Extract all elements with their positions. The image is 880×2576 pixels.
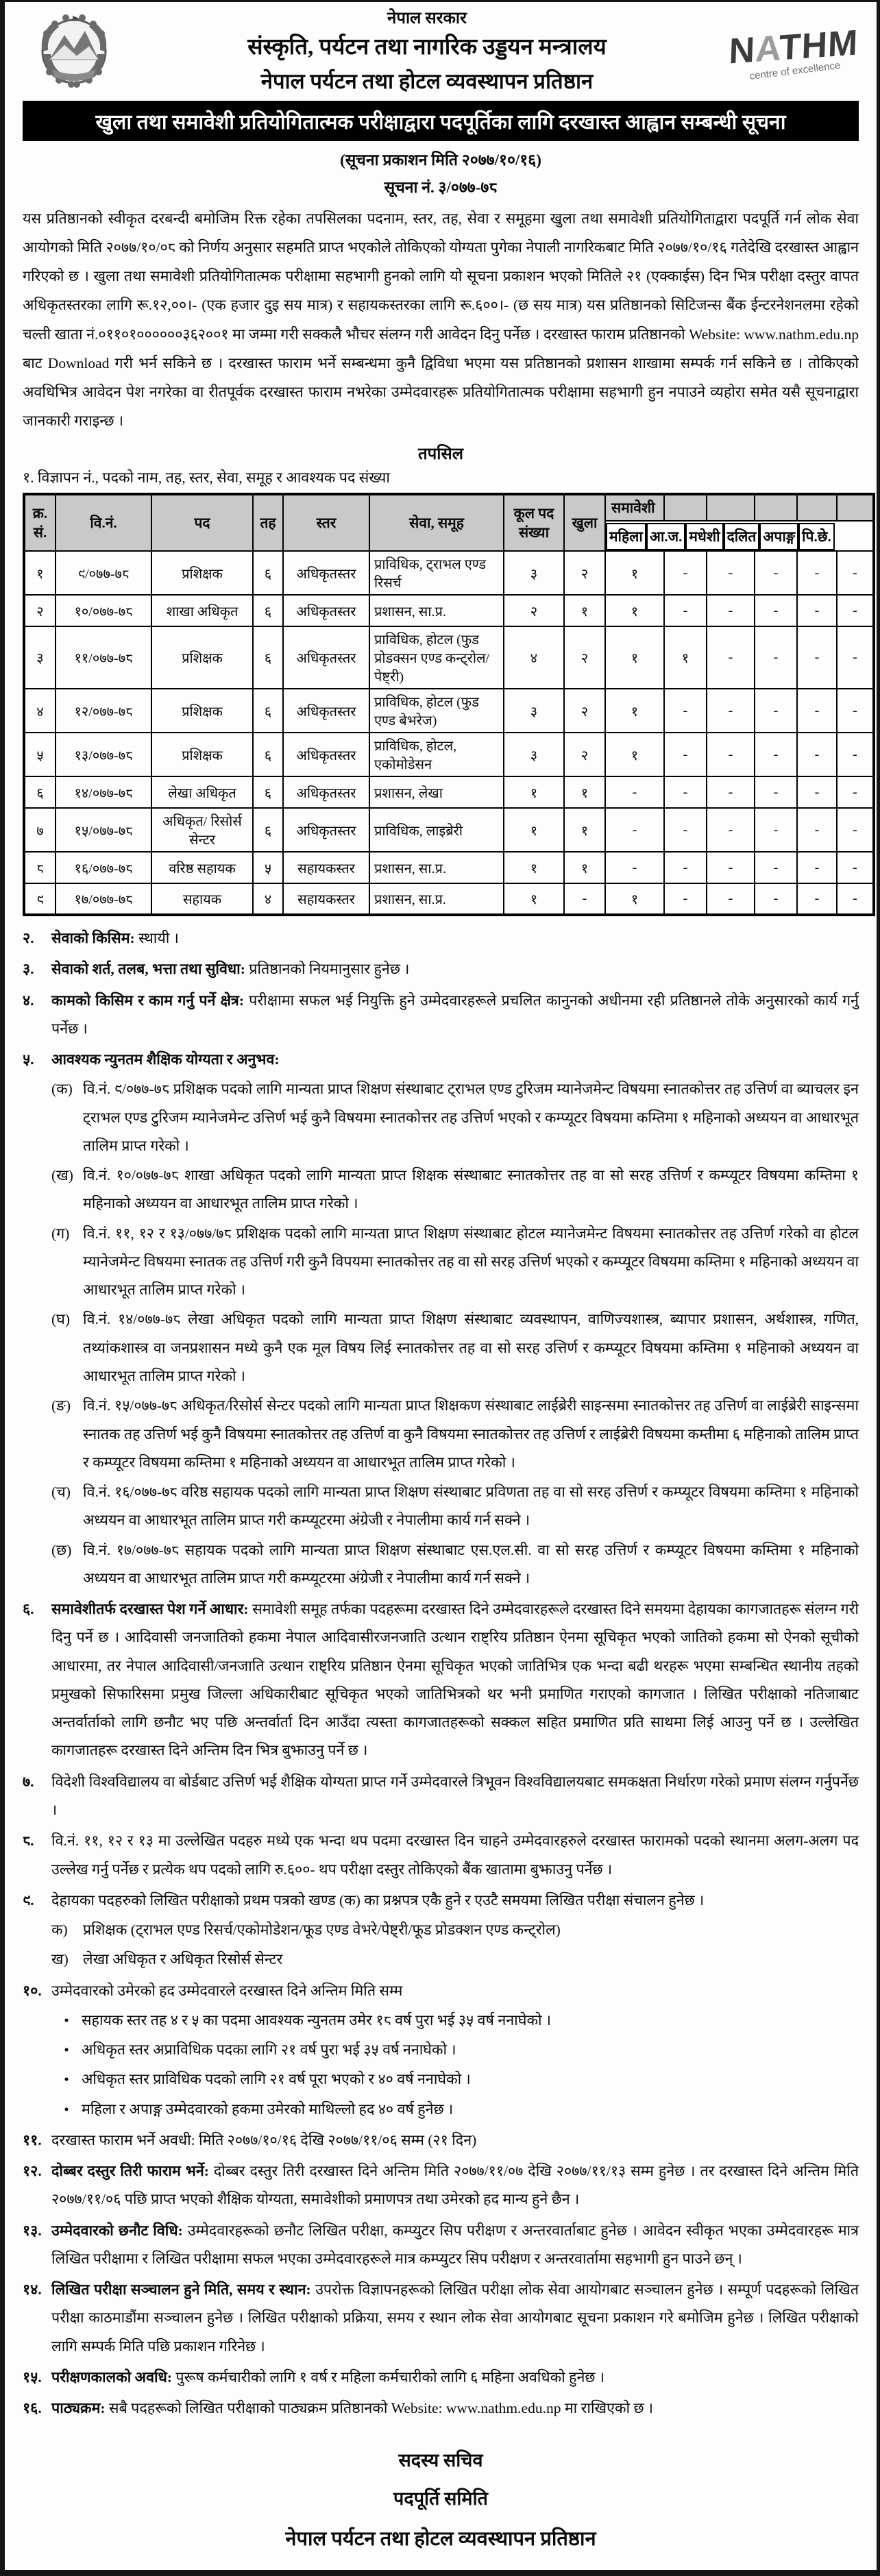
organization-line: नेपाल पर्यटन तथा होटल व्यवस्थापन प्रतिष्ठान [260, 69, 594, 93]
table-cell: - [797, 595, 837, 626]
bullet-icon: • [64, 2071, 69, 2088]
table-header-cell: खुला [564, 494, 605, 551]
table-cell: १ [605, 733, 664, 776]
table-cell: ११/०७७-७८ [56, 626, 151, 689]
table-header-cell: पद [151, 494, 253, 551]
item-subitem [51, 1536, 859, 1593]
table-cell: २ [24, 595, 56, 626]
table-cell: सहायक [151, 883, 253, 915]
item-label: लिखित परीक्षा सञ्चालन हुने मिति, समय र स्थान: [51, 2281, 316, 2298]
table-cell: - [755, 626, 797, 689]
item-text: उपरोक्त विज्ञापनहरूको लिखित परीक्षा लोक सेवा आयोगबाट सञ्चालन हुनेछ । सम्पूर्ण पदहरूको लिखित परीक्षा काठमाडौंमा सञ्चालन हुनेछ । लिखित परीक्षाको प्रक्रिया, समय र स्थान लोक सेवा आयोगबाट सूचना प्रकाशन गरे बमोजिम हुनेछ । लिखित परीक्षाको लागि सम्पर्क मिति पछि प्रकाशन गरिनेछ । [51, 2281, 859, 2355]
item-label: आवश्यक न्युनतम शैक्षिक योग्यता र अनुभव: [51, 1051, 280, 1068]
subitem-text: वि.नं. १४/०७७-७८ लेखा अधिकृत पदको लागि मान्यता प्राप्त शिक्षण संस्थाबाट व्यवस्थापन, वाणिज्यशास्त्र, ब्यापार प्रशासन, अर्थशास्त्र, गणित, तथ्यांकशास्त्र वा जनप्रशासन मध्ये कुनै एक मूल विषय लिई स्नातकोत्तर तह वा सो सरह उत्तिर्ण र कम्प्यूटर विषयमा कम्तिमा १ महिनाको अध्ययन वा आधारभूत तालिम प्राप्त गरेको । [83, 1311, 859, 1384]
notice-item [23, 2217, 859, 2274]
bullet-icon: • [64, 2100, 69, 2118]
table-cell: १ [605, 883, 664, 915]
table-cell: १ [504, 776, 564, 808]
item-body [51, 1768, 859, 1825]
item-number: ३. [23, 961, 34, 978]
item-text: वि.नं. ११, १२ र १३ मा उल्लेखित पदहरु मध्ये एक भन्दा थप पदमा दरखास्त दिन चाहने उम्मेदवारहरुले दरखास्त फारामको पदको स्थानमा अलग-अलग पद उल्लेख गर्नु पर्नेछ र प्रत्येक थप पदको लागि रु.६००- थप परीक्षा दस्तुर तोकिएको बैंक खातामा बुझाउनु पर्नेछ । [51, 1832, 859, 1878]
item-body [51, 1046, 859, 1593]
table-cell: - [797, 776, 837, 808]
item-body [51, 1887, 859, 1974]
notice-item [23, 1827, 859, 1884]
subitem-number: (क) [51, 1081, 73, 1098]
ministry-line: संस्कृति, पर्यटन तथा नागरिक उड्डयन मन्त्रालय [247, 35, 607, 60]
notice-item [23, 2364, 859, 2392]
table-cell: प्राविधिक, होटल (फुड एण्ड बेभरेज) [369, 689, 504, 733]
nathm-logo-tagline: centre of excellence [748, 59, 842, 82]
item-text: देहायका पदहरुको लिखित परीक्षाको प्रथम पत्रको खण्ड (क) का प्रश्नपत्र एकै हुने र एउटै समयमा लिखित परीक्षा संचालन हुनेछ । [51, 1891, 705, 1909]
item-body [51, 2394, 859, 2422]
table-row [24, 808, 874, 852]
notice-item [23, 2157, 859, 2214]
bullet-icon: • [64, 2041, 69, 2059]
table-cell: १२/०७७-७८ [56, 689, 151, 733]
item-number: ७. [23, 1773, 34, 1790]
table-cell: १६/०७७-७८ [56, 852, 151, 883]
table-cell: १ [605, 689, 664, 733]
item-label: परीक्षणकालको अवधि: [51, 2369, 176, 2386]
table-cell: ९/०७७-७८ [56, 551, 151, 595]
table-cell: १ [504, 883, 564, 915]
table-cell: १ [564, 776, 605, 808]
item-label: समावेशीतर्फ दरखास्त पेश गर्ने आधार: [51, 1601, 253, 1618]
notice-item [23, 2126, 859, 2155]
table-cell: - [664, 733, 707, 776]
table-cell: १ [605, 595, 664, 626]
table-cell: प्रशासन, लेखा [369, 776, 504, 808]
notice-items [23, 924, 859, 2423]
item-text: परीक्षामा सफल भई नियुक्ति हुने उम्मेदवारहरूले प्रचलित कानुनको अधीनमा रही प्रतिष्ठानले तोके अनुसारको कार्य गर्नु पर्नेछ । [51, 992, 859, 1037]
item-number: १०. [23, 1982, 42, 1999]
item-body [51, 987, 859, 1044]
table-cell: - [664, 808, 707, 852]
table-cell: अधिकृत/ रिसोर्स सेन्टर [151, 808, 253, 852]
footer-organization: नेपाल पर्यटन तथा होटल व्यवस्थापन प्रतिष्ठान [285, 2527, 596, 2550]
item-text: उम्मेदवारहरूको छनौट लिखित परीक्षा, कम्प्युटर सिप परीक्षण र अन्तरवार्ताबाट हुनेछ । आवेदन स्वीकृत भएका उम्मेदवारहरू मात्र लिखित परीक्षामा र लिखित परीक्षामा सफल भएका उम्मेदवारहरूले मात्र कम्प्युटर सिप परीक्षण र अन्तरवार्तामा सहभागी हुन पाउने छन् । [51, 2222, 859, 2267]
item-number: १३. [23, 2222, 42, 2239]
item-body [51, 2276, 859, 2361]
table-header-cell: स्तर [283, 494, 369, 551]
table-cell: - [707, 626, 755, 689]
table-cell: ४ [504, 626, 564, 689]
table-cell: - [797, 626, 837, 689]
item-subitem [51, 1478, 859, 1535]
table-cell: १ [664, 626, 707, 689]
table-cell: - [664, 551, 707, 595]
table-row [24, 852, 874, 883]
table-cell: २ [504, 595, 564, 626]
table-cell: ६ [253, 626, 283, 689]
table-cell: ३ [504, 551, 564, 595]
table-cell: प्रशासन, सा.प्र. [369, 852, 504, 883]
subitem-text: वि.नं. १०/०७७-७८ शाखा अधिकृत पदको लागि मान्यता प्राप्त शिक्षक संस्थाबाट स्नातकोत्तर तह वा सो सरह उत्तिर्ण र कम्प्यूटर विषयमा कम्तिमा १ महिनाको अध्ययन वा आधारभूत तालिम प्राप्त गरेको । [83, 1167, 859, 1212]
table-cell: - [664, 689, 707, 733]
table-cell: प्रशिक्षक [151, 551, 253, 595]
subitem-number: (ङ) [51, 1397, 71, 1414]
item-number: ८. [23, 1832, 34, 1850]
subitem-text: वि.नं. ११, १२ र १३/०७७/७८ प्रशिक्षक पदको लागि मान्यता प्राप्त शिक्षण संस्थाबाट होटल म्यानेजमेन्ट विषयमा स्नातकोत्तर तह उत्तिर्ण गरेको वा होटल म्यानेजमेन्ट विषयमा स्नातक तह उत्तिर्ण गरी कुनै विपयमा स्नातकोत्तर तह वा सो सरह उत्तिर्ण भएको र कम्प्यूटर विषयमा कम्तिमा १ महिनाको अध्ययन वा आधारभूत तालिम प्राप्त गरेको । [83, 1225, 859, 1299]
table-cell: १ [564, 808, 605, 852]
item-subitem [51, 1220, 859, 1305]
nathm-logo-wordmark: NATHM [728, 22, 859, 72]
table-cell: २ [564, 733, 605, 776]
table-header-cell: तह [253, 494, 283, 551]
bullet-icon: • [64, 2011, 69, 2028]
subitem-text: लेखा अधिकृत र अधिकृत रिसोर्स सेन्टर [83, 1951, 283, 1968]
item-subitem [51, 1946, 859, 1974]
table-cell: अधिकृतस्तर [283, 776, 369, 808]
table-cell: - [797, 852, 837, 883]
table-row [24, 883, 874, 915]
table-row [24, 689, 874, 733]
bullet-text: महिला र अपाङ्ग उम्मेदवारको हकमा उमेरको माथिल्लो हद ४० वर्ष हुनेछ । [82, 2100, 454, 2118]
item-subitem [51, 1075, 859, 1160]
table-cell: २ [564, 626, 605, 689]
table-cell: - [837, 595, 874, 626]
table-cell: १ [564, 595, 605, 626]
notice-item [23, 987, 859, 1044]
item-body [51, 2157, 859, 2214]
item-number: २. [23, 930, 34, 946]
table-cell: - [707, 776, 755, 808]
table-cell: २ [564, 551, 605, 595]
table-cell: - [755, 595, 797, 626]
table-header-empty [797, 494, 837, 521]
table-cell: - [664, 852, 707, 883]
subitem-number: क) [51, 1922, 68, 1939]
table-cell: - [837, 808, 874, 852]
table-header-cell: कूल पद संख्या [504, 494, 564, 551]
table-cell: - [605, 852, 664, 883]
notice-item [23, 955, 859, 983]
table-cell: - [837, 776, 874, 808]
table-cell: सहायकस्तर [283, 852, 369, 883]
item-number: १२. [23, 2163, 42, 2180]
item-subitem [51, 1392, 859, 1477]
table-cell: - [837, 551, 874, 595]
table-cell: ६ [253, 733, 283, 776]
subitem-number: (ग) [51, 1225, 70, 1242]
notice-item [23, 1887, 859, 1974]
table-cell: १ [605, 626, 664, 689]
table-cell: ६ [253, 808, 283, 852]
subitem-number: ख) [51, 1951, 69, 1968]
table-cell: सहायकस्तर [283, 883, 369, 915]
table-cell: २ [564, 689, 605, 733]
table-cell: - [707, 595, 755, 626]
item-label: दोब्बर दस्तुर तिरी फाराम भर्ने: [51, 2163, 214, 2180]
item-text: उम्मेदवारको उमेरको हद उम्मेदवारले दरखास्त दिने अन्तिम मिति सम्म [51, 1982, 403, 1999]
table-cell: - [707, 808, 755, 852]
table-cell: अधिकृतस्तर [283, 595, 369, 626]
table-cell: - [755, 808, 797, 852]
item-subitem [51, 1162, 859, 1218]
item-number: ४. [23, 992, 34, 1009]
item-number: ११. [23, 2131, 42, 2148]
table-cell: - [664, 776, 707, 808]
table-cell: १ [504, 852, 564, 883]
subitem-text: वि.नं. १६/०७७-७८ वरिष्ठ सहायक पदको लागि मान्यता प्राप्त शिक्षण संस्थाबाट प्रविणता तह वा सो सरह उत्तिर्ण र कम्प्यूटर विषयमा कम्तिमा १ महिनाको अध्ययन वा आधारभूत तालिम प्राप्त गरी कम्प्यूटरमा अंग्रेजी र नेपालीमा कार्य गर्न सक्ने । [83, 1484, 859, 1529]
item-number: ५. [23, 1051, 34, 1068]
bullet-text: सहायक स्तर तह ४ र ५ का पदमा आवश्यक न्युनतम उमेर १८ वर्ष पुरा भई ३५ वर्ष ननाघेको । [82, 2011, 552, 2028]
notice-title-banner: खुला तथा समावेशी प्रतियोगितात्मक परीक्षाद्वारा पदपूर्तिका लागि दरखास्त आह्वान सम्बन्धी सूचना [23, 101, 859, 141]
publish-date: (सूचना प्रकाशन मिति २०७७/१०/१६) [340, 151, 541, 169]
table-cell: १५/०७७-७८ [56, 808, 151, 852]
table-cell: - [664, 595, 707, 626]
table-cell: - [797, 689, 837, 733]
item-text: दरखास्त फाराम भर्ने अवधी: मिति २०७७/१०/१६ देखि २०७७/११/०६ सम्म (२१ दिन) [51, 2131, 477, 2148]
table-cell: ५ [24, 733, 56, 776]
government-line: नेपाल सरकार [387, 9, 467, 27]
table-cell: ७ [24, 808, 56, 852]
table-cell: १४/०७७-७८ [56, 776, 151, 808]
item-number: ९. [23, 1891, 34, 1909]
table-cell: ८ [24, 852, 56, 883]
table-cell: - [837, 883, 874, 915]
table-subheader-cell: अपाङ्ग [759, 523, 798, 550]
table-cell: - [605, 776, 664, 808]
table-cell: १ [605, 551, 664, 595]
table-cell: अधिकृतस्तर [283, 689, 369, 733]
intro-paragraph: यस प्रतिष्ठानको स्वीकृत दरबन्दी बमोजिम रिक्त रहेका तपसिलका पदनाम, स्तर, तह, सेवा र समूहमा खुला तथा समावेशी प्रतियोगिताद्वारा पदपूर्ति गर्न लोक सेवा आयोगको मिति २०७७/१०/०८ को निर्णय अनुसार सहमति प्राप्त भएकोले तोकिएको योग्यता पुगेका नेपाली नागरिकबाट मिति २०७७/१०/१६ गतेदेखि दरखास्त आह्वान गरिएको छ । खुला तथा समावेशी प्रतियोगितात्मक परीक्षामा सहभागी हुनको लागि यो सूचना प्रकाशन भएको मितिले २१ (एक्काईस) दिन भित्र परीक्षा दस्तुर वापत अधिकृतस्तरका लागि रू.१२,००।- (एक हजार दुइ सय मात्र) र सहायकस्तरका लागि रू.६००।- (छ सय मात्र) यस प्रतिष्ठानको सिटिजन्स बैंक ईन्टरनेशनलमा रहेको चल्ती खाता नं.०११०१००००००३६२००१ मा जम्मा गरी सक्कलै भौचर संलग्न गरी आवेदन दिनु पर्नेछ । दरखास्त फाराम प्रतिष्ठानको Website: www.nathm.edu.np बाट Download गरी भर्न सकिने छ । दरखास्त फाराम भर्ने सम्बन्धमा कुनै द्विविधा भएमा यस प्रतिष्ठानको प्रशासन शाखामा सम्पर्क गर्न सकिने छ । तोकिएको अवधिभित्र आवेदन पेश नगरेका वा रीतपूर्वक दरखास्त फाराम नभरेका उम्मेदवारहरू प्रतियोगितात्मक परीक्षामा सहभागी हुन नपाउने व्यहोरा समेत यसै सूचनाद्वारा जानकारी गराइन्छ । [23, 210, 859, 429]
table-cell: - [605, 808, 664, 852]
table-subheader-cell: दलित [724, 523, 760, 550]
table-cell: - [707, 689, 755, 733]
notice-item [23, 1977, 859, 2124]
table-cell: ५ [253, 852, 283, 883]
item-body [51, 2126, 859, 2155]
table-subheader-cell: पि.छे. [798, 523, 835, 550]
item-text: समावेशी समूह तर्फका पदहरूमा दरखास्त दिने उम्मेदवारहरूले दरखास्त दिने समयमा देहायका कागजातहरू संलग्न गरी दिनु पर्ने छ । आदिवासी जनजातिको हकमा नेपाल आदिवासीरजनजाति उत्थान राष्ट्रिय प्रतिष्ठान ऐनमा सूचिकृत भएको जातिको हकमा सो ऐनको सूचीको आधारमा, तर नेपाल आदिवासी/जनजाति उत्थान राष्ट्रिय प्रतिष्ठान ऐनमा सूचिकृत भएको जातिभित्र एक भन्दा बढी थरहरू भएमा सम्बन्धित स्थानीय तहको प्रमुखको सिफारिसमा प्रमुख जिल्ला अधिकारीबाट सूचिकृत भएको जातिभित्रको थर भनी प्रमाणित गराएको कागजात । लिखित परीक्षाको नतिजाबाट अन्तर्वार्ताको लागि छनौट भए पछि अन्तर्वार्ता दिन आउँदा त्यस्ता कागजातहरूको सक्कल सहित प्रमाणित प्रति साथमा लिई आउनु पर्ने छ । उल्लेखित कागजातहरू दरखास्त दिने अन्तिम दिन भित्र बुझाउनु पर्ने छ । [51, 1601, 859, 1759]
table-cell: - [707, 733, 755, 776]
table-cell: अधिकृतस्तर [283, 808, 369, 852]
table-header-cell: सेवा, समूह [369, 494, 504, 551]
item-text: सबै पदहरूको लिखित परीक्षाको पाठ्यक्रम प्रतिष्ठानको Website: www.nathm.edu.np मा राखिएको छ । [108, 2400, 654, 2417]
item-text: दोब्बर दस्तुर तिरी दरखास्त दिने अन्तिम मिति २०७७/११/०७ देखि २०७७/११/१३ सम्म हुनेछ । तर दरखास्त दिने अन्तिम मिति २०७७/११/०६ पछि प्राप्त भएको शैक्षिक योग्यता, समावेशीको प्रमाणपत्र तथा उमेरको हद मान्य हुने छैन । [51, 2163, 859, 2208]
table-cell: प्रशिक्षक [151, 733, 253, 776]
item-1-heading: १. विज्ञापन नं., पदको नाम, तह, स्तर, सेवा, समूह र आवश्यक पद संख्या [23, 469, 390, 486]
table-cell: प्रशिक्षक [151, 689, 253, 733]
item-text: विदेशी विश्वविद्यालय वा बोर्डबाट उत्तिर्ण भई शैक्षिक योग्यता प्राप्त गर्ने उम्मेदवारले त्रिभूवन विश्वविद्यालयबाट समकक्षता निर्धारण गरेको प्रमाण संलग्न गर्नुपर्नेछ । [51, 1773, 859, 1818]
item-label: सेवाको शर्त, तलब, भत्ता तथा सुविधा: [51, 961, 249, 978]
table-cell: ६ [253, 776, 283, 808]
item-subitem [51, 1916, 859, 1944]
table-cell: अधिकृतस्तर [283, 733, 369, 776]
item-body [51, 1977, 859, 2124]
table-cell: - [664, 883, 707, 915]
table-cell: १ [504, 808, 564, 852]
header-titles [125, 8, 729, 96]
table-cell: - [797, 808, 837, 852]
table-cell: प्रशिक्षक [151, 626, 253, 689]
table-cell: - [837, 626, 874, 689]
notice-item [23, 2276, 859, 2361]
table-cell: - [755, 776, 797, 808]
item-body [51, 955, 859, 983]
subitem-text: प्रशिक्षक (ट्राभल एण्ड रिसर्च/एकोमोडेशन/फूड एण्ड वेभरे/पेष्ट्री/फूड प्रोडक्शन एण्ड कन्ट्रोल) [83, 1922, 561, 1939]
table-row [24, 595, 874, 626]
table-cell: ६ [253, 689, 283, 733]
table-subheader-cell: महिला [606, 523, 646, 550]
table-cell: वरिष्ठ सहायक [151, 852, 253, 883]
table-header-empty [707, 494, 755, 521]
item-text: प्रतिष्ठानको नियमानुसार हुनेछ । [249, 961, 410, 978]
table-cell: १ [24, 551, 56, 595]
table-cell: - [837, 689, 874, 733]
table-cell: - [837, 733, 874, 776]
table-row [24, 733, 874, 776]
subitem-number: (घ) [51, 1311, 71, 1328]
vacancy-table [23, 493, 875, 916]
table-cell: - [755, 551, 797, 595]
table-cell: ४ [253, 883, 283, 915]
table-row [24, 626, 874, 689]
table-cell: - [707, 551, 755, 595]
subitem-number: (च) [51, 1484, 71, 1501]
table-cell: ६ [24, 776, 56, 808]
table-cell: - [707, 852, 755, 883]
document-header [23, 6, 859, 97]
subitem-number: (छ) [51, 1541, 72, 1558]
notice-item [23, 1768, 859, 1825]
item-body [51, 1827, 859, 1884]
table-cell: प्राविधिक, ट्राभल एण्ड रिसर्च [369, 551, 504, 595]
item-bullet [51, 2065, 859, 2094]
item-body [51, 2364, 859, 2392]
committee-name: पदपूर्ति समिति [393, 2488, 488, 2510]
table-cell: ६ [253, 595, 283, 626]
subitem-number: (ख) [51, 1167, 73, 1184]
item-label: पाठ्यक्रम: [51, 2400, 109, 2417]
item-label: उम्मेदवारको छनौट विधि: [51, 2222, 188, 2239]
table-cell: लेखा अधिकृत [151, 776, 253, 808]
table-header-row [24, 494, 874, 521]
item-bullet [51, 2007, 859, 2035]
signature-block [23, 2441, 859, 2560]
table-cell: - [707, 883, 755, 915]
table-cell: ६ [253, 551, 283, 595]
table-row [24, 776, 874, 808]
item-label: सेवाको किसिम: [51, 930, 139, 946]
table-cell: अधिकृतस्तर [283, 626, 369, 689]
table-header-cell: क्र. सं. [24, 494, 56, 551]
item-number: १५. [23, 2369, 42, 2386]
item-bullet [51, 2096, 859, 2124]
item-text: पुरूष कर्मचारीको लागि १ वर्ष र महिला कर्मचारीको लागि ६ महिना अवधिको हुनेछ । [175, 2369, 604, 2386]
subitem-text: वि.नं. १७/०७७-७८ सहायक पदको लागि मान्यता प्राप्त शिक्षण संस्थाबाट एस.एल.सी. वा सो सरह उत्तिर्ण र कम्प्यूटर विषयमा कम्तिमा १ महिनाको अध्ययन वा आधारभूत तालिम प्राप्त गरी कम्प्यूटरमा अंग्रेजी र नेपालीमा कार्य गर्न सक्ने । [83, 1541, 859, 1586]
tapasil-heading: तपसिल [417, 445, 464, 463]
subitem-text: वि.नं. ९/०७७-७८ प्रशिक्षक पदको लागि मान्यता प्राप्त शिक्षण संस्थाबाट ट्राभल एण्ड टुरिजम म्यानेजमेन्ट विषयमा स्नातकोत्तर तह उत्तिर्ण वा ब्याचलर इन ट्राभल एण्ड टुरिजम म्यानेजमेन्ट उत्तिर्ण भई कुनै विषयमा स्नातकोत्तर तह उत्तिर्ण भएको र कम्प्यूटर विषयमा कम्तिमा १ महिनाको अध्ययन वा आधारभूत तालिम प्राप्त गरेको । [83, 1081, 859, 1154]
notice-item [23, 924, 859, 953]
table-cell: - [797, 733, 837, 776]
table-subheader-row [606, 523, 664, 550]
table-cell: ३ [24, 626, 56, 689]
bullet-text: अधिकृत स्तर अप्राविधिक पदका लागि २१ वर्ष पुरा भई ३५ वर्ष ननाघेको । [82, 2041, 456, 2059]
table-cell: - [837, 852, 874, 883]
notice-item [23, 1046, 859, 1593]
table-row [24, 551, 874, 595]
notice-item [23, 1595, 859, 1765]
item-body [51, 924, 859, 953]
table-cell: - [797, 883, 837, 915]
table-header-empty [837, 494, 874, 521]
item-text: स्थायी । [138, 930, 179, 946]
table-header-inclusive: समावेशी [605, 494, 664, 521]
table-header-empty [664, 494, 707, 521]
table-cell: - [755, 733, 797, 776]
item-bullet [51, 2036, 859, 2064]
table-cell: ३ [504, 689, 564, 733]
item-label: कामको किसिम र काम गर्नु पर्ने क्षेत्र: [51, 992, 249, 1009]
table-cell: - [755, 852, 797, 883]
item-number: ६. [23, 1601, 34, 1618]
table-cell: १ [564, 852, 605, 883]
table-cell: १७/०७७-७८ [56, 883, 151, 915]
item-number: १४. [23, 2281, 42, 2298]
nathm-logo [727, 22, 861, 81]
table-cell: - [564, 883, 605, 915]
signatory-title: सदस्य सचिव [398, 2449, 483, 2470]
notice-item [23, 2394, 859, 2422]
notice-number: सूचना नं. ३/०७७-७८ [384, 179, 498, 196]
table-cell: प्राविधिक, होटल, एकोमोडेसन [369, 733, 504, 776]
table-cell: ३ [504, 733, 564, 776]
table-cell: प्रशासन, सा.प्र. [369, 883, 504, 915]
table-cell: १०/०७७-७८ [56, 595, 151, 626]
table-cell: ४ [24, 689, 56, 733]
table-cell: शाखा अधिकृत [151, 595, 253, 626]
table-cell: - [755, 689, 797, 733]
table-cell: प्राविधिक, लाइब्रेरी [369, 808, 504, 852]
table-subheader-cell: आ.ज. [646, 523, 686, 550]
table-subheader-cell: मधेशी [685, 523, 723, 550]
table-cell: अधिकृतस्तर [283, 551, 369, 595]
item-body [51, 1595, 859, 1765]
item-body [51, 2217, 859, 2274]
item-number: १६. [23, 2400, 42, 2417]
table-header-empty [755, 494, 797, 521]
item-subitem [51, 1305, 859, 1390]
table-cell: ९ [24, 883, 56, 915]
nepal-emblem-icon [23, 6, 125, 97]
subitem-text: वि.नं. १५/०७७-७८ अधिकृत/रिसोर्स सेन्टर पदको लागि मान्यता प्राप्त शिक्षकण संस्थाबाट लाईब्रेरी साइन्समा स्नातकोत्तर तह उत्तिर्ण वा लाईब्रेरी साइन्समा स्नातक तह उत्तिर्ण भई कुनै विषयमा स्नातकोत्तर तह उत्तिर्ण वा कुनै विषयमा स्नातकोत्तर तह उत्तिर्ण र लाईब्रेरी विषयमा कम्तीमा ६ महिनाको तालिम प्राप्त र कम्प्यूटर विषयमा कम्तिमा १ महिनाको अध्ययन वा आधारभूत तालिम प्राप्त गरेको । [83, 1397, 859, 1471]
table-header-cell: वि.नं. [56, 494, 151, 551]
table-cell: - [755, 883, 797, 915]
table-cell: १३/०७७-७८ [56, 733, 151, 776]
table-cell: प्राविधिक, होटल (फुड प्रोडक्सन एण्ड कन्ट्रोल/पेष्ट्री) [369, 626, 504, 689]
bullet-text: अधिकृत स्तर प्राविधिक पदको लागि २१ वर्ष पूरा भएको र ४० वर्ष ननाघेको । [82, 2071, 471, 2088]
table-cell: प्रशासन, सा.प्र. [369, 595, 504, 626]
table-cell: - [797, 551, 837, 595]
